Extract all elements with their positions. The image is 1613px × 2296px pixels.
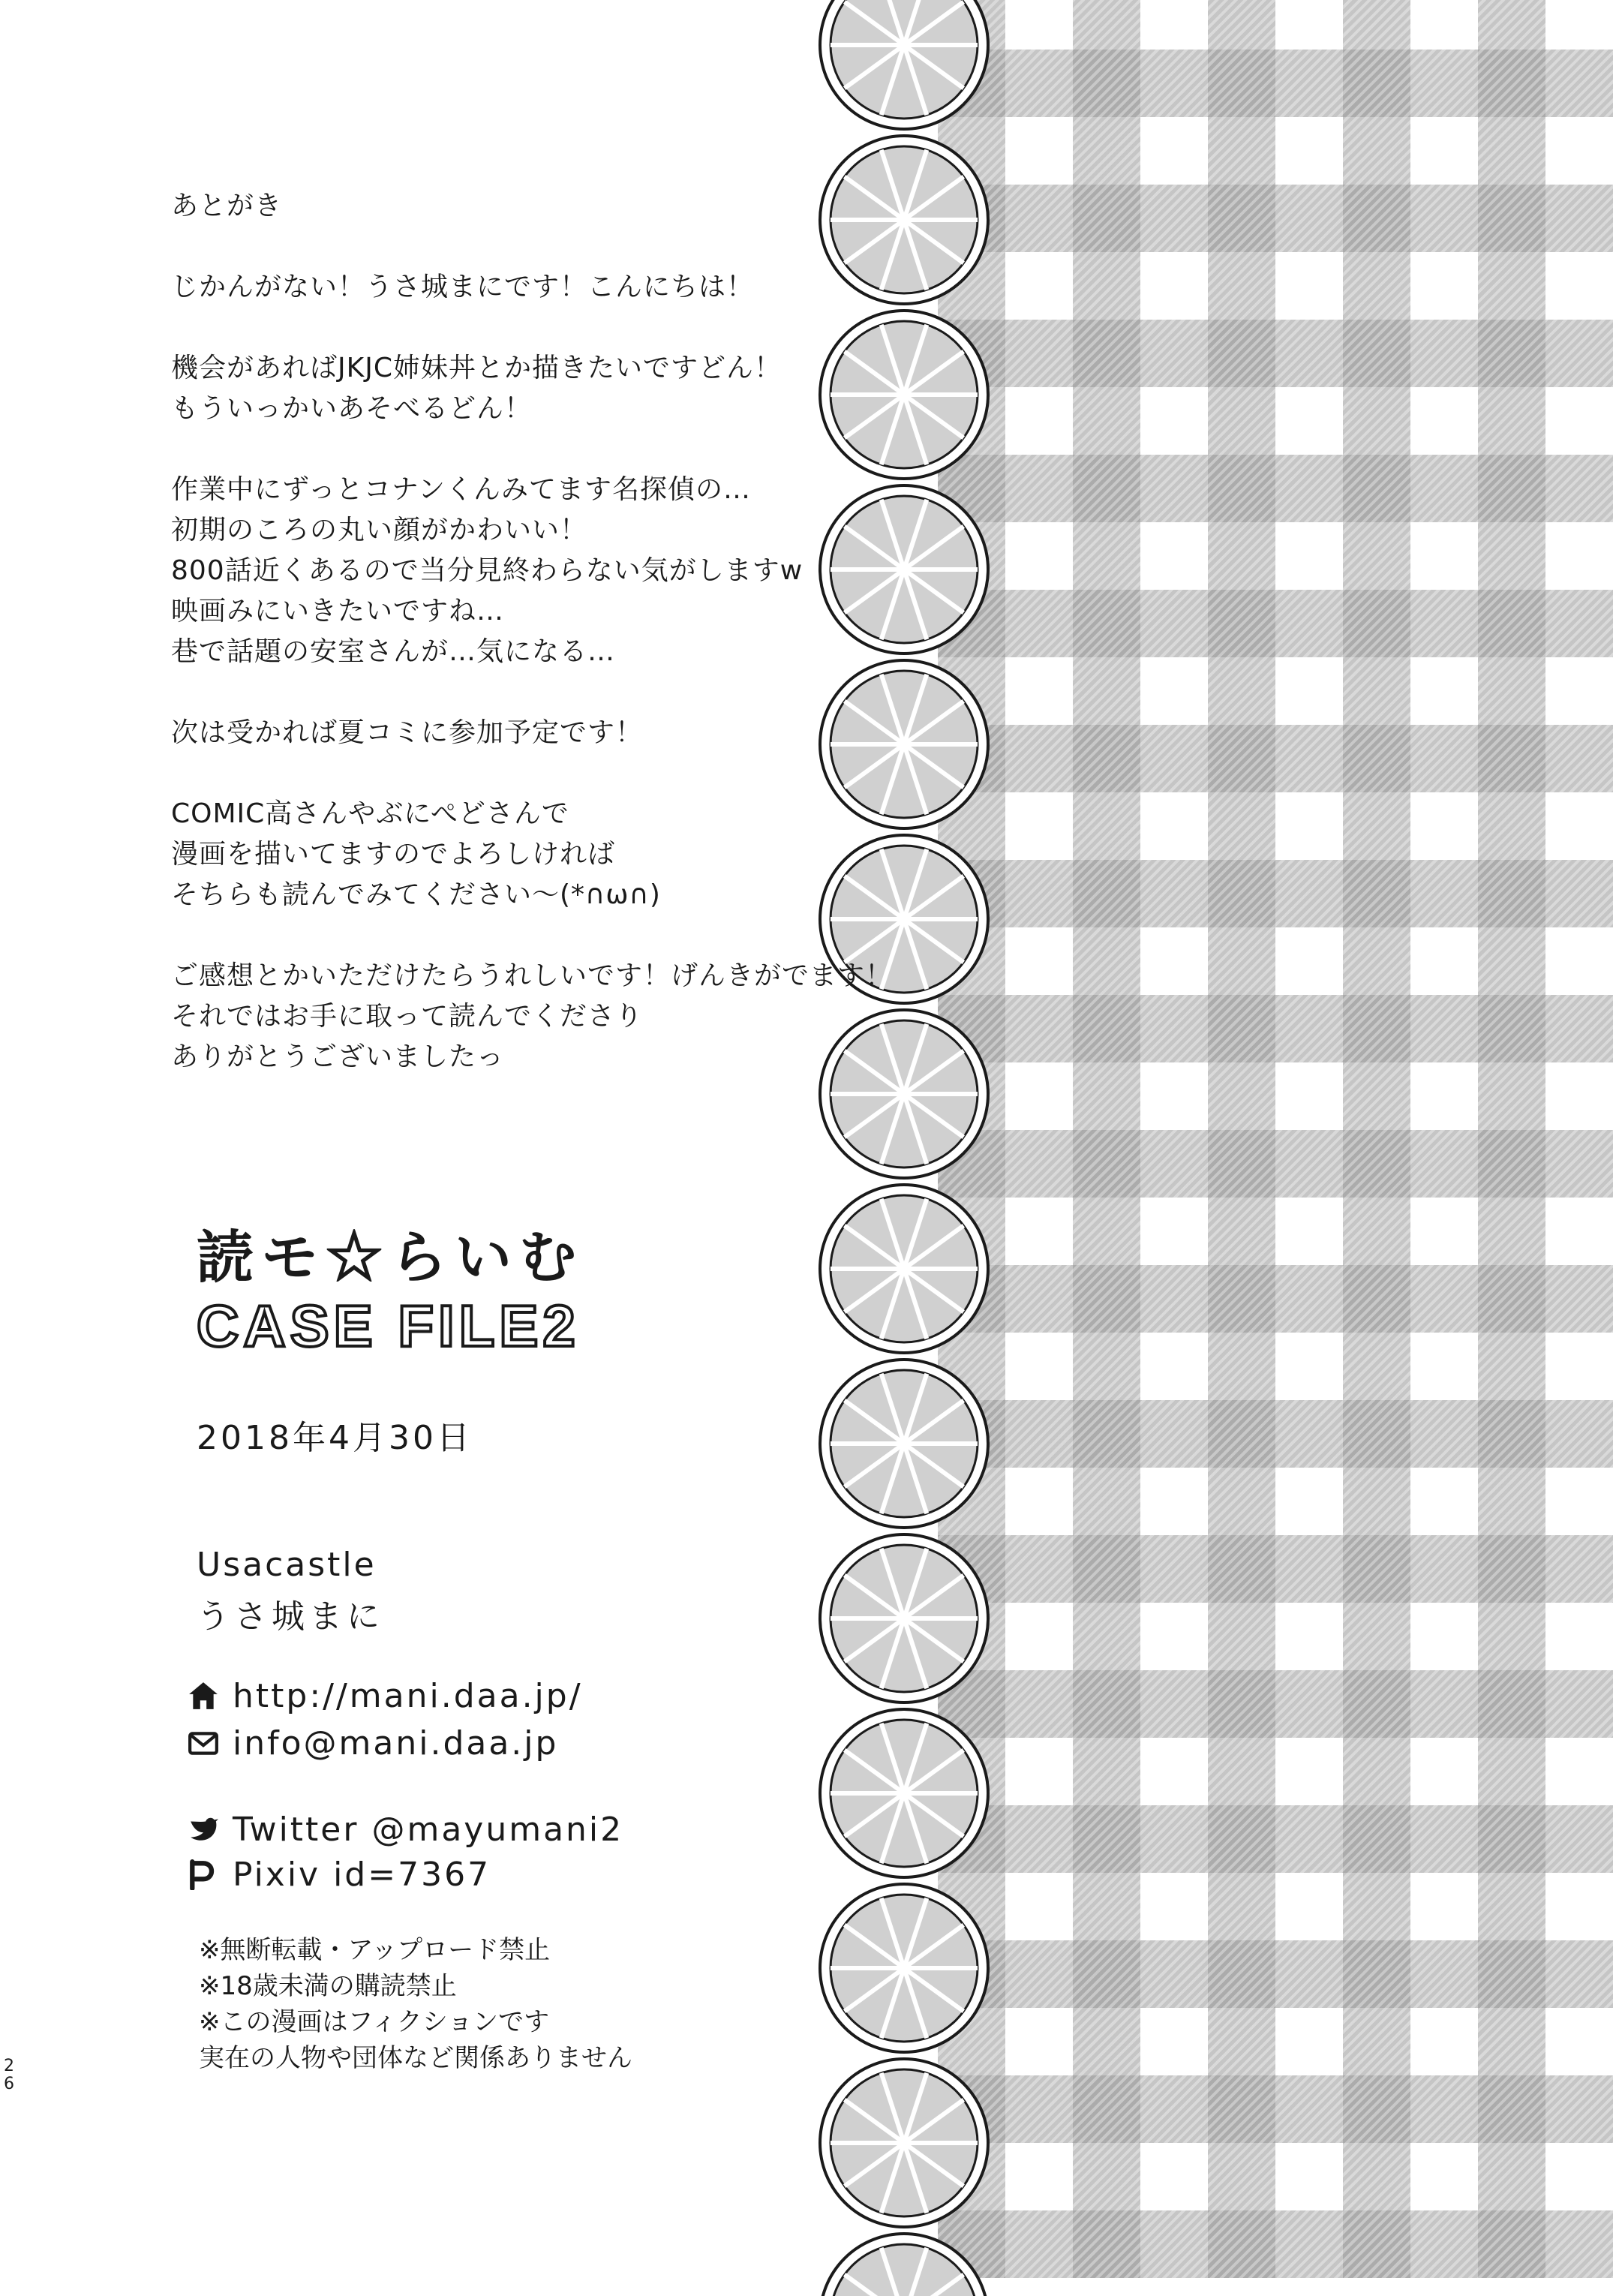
- lemon-slice: [820, 0, 988, 129]
- twitter-handle[interactable]: Twitter @mayumani2: [233, 1810, 624, 1849]
- afterword-line: 作業中にずっとコナンくんみてます名探偵の…: [171, 474, 752, 505]
- lemon-slice: [820, 1884, 988, 2052]
- lemon-slice: [820, 2059, 988, 2227]
- envelope-icon: [188, 1727, 219, 1759]
- afterword-line: そちらも読んでみてください～(*∩ω∩): [171, 879, 661, 910]
- gingham-hatching: [938, 0, 1613, 2278]
- paragraph-gap: [171, 915, 921, 956]
- book-title-english: CASE FILE2: [197, 1293, 580, 1359]
- notice-line: ※この漫画はフィクションです: [199, 2007, 550, 2037]
- afterword-line: 機会があればJKJC姉妹丼とか描きたいですどん！: [171, 353, 782, 383]
- publication-date: 2018年4月30日: [197, 1419, 473, 1457]
- afterword-line: COMIC高さんやぶにぺどさんで: [171, 798, 569, 829]
- afterword-line: 800話近くあるので当分見終わらない気がしますw: [171, 555, 803, 586]
- page-number-digit: 2: [4, 2057, 14, 2075]
- website-link[interactable]: http://mani.daa.jp/: [233, 1676, 583, 1715]
- afterword-line: ご感想とかいただけたらうれしいです！げんきがでます！: [171, 960, 894, 991]
- afterword-line: ありがとうございましたっ: [171, 1041, 505, 1072]
- page-number-digit: 6: [4, 2075, 14, 2093]
- pixiv-p-icon: [188, 1859, 219, 1890]
- lemon-slice: [820, 1709, 988, 1877]
- paragraph-gap: [171, 753, 921, 794]
- lemon-slice: [820, 2234, 988, 2296]
- afterword-line: それではお手に取って読んでくださり: [171, 1001, 644, 1032]
- email-link[interactable]: info@mani.daa.jp: [233, 1724, 559, 1763]
- paragraph-gap: [171, 227, 921, 267]
- notice-line: ※無断転載・アップロード禁止: [199, 1935, 551, 1965]
- afterword-line: 巷で話題の安室さんが…気になる…: [171, 636, 616, 667]
- paragraph-gap: [171, 308, 921, 348]
- circle-name: Usacastle: [197, 1546, 377, 1584]
- afterword-line: 初期のころの丸い顔がかわいい！: [171, 515, 588, 545]
- afterword-line: じかんがない！うさ城まにです！こんにちは！: [171, 272, 755, 302]
- author-name: うさ城まに: [197, 1597, 384, 1636]
- website-row: [188, 1675, 583, 1717]
- afterword-line: 漫画を描いてますのでよろしければ: [171, 839, 616, 870]
- twitter-row: [188, 1808, 623, 1850]
- bird-icon: [188, 1814, 219, 1845]
- page-number: [2, 2057, 17, 2093]
- afterword-text: [171, 186, 921, 1077]
- lemon-slice: [820, 1360, 988, 1528]
- legal-notices: [199, 1932, 632, 2076]
- lemon-slice: [820, 1185, 988, 1353]
- paragraph-gap: [171, 672, 921, 713]
- afterword-line: 映画みにいきたいですね…: [171, 596, 505, 627]
- lemon-slice: [820, 1534, 988, 1702]
- email-row: [188, 1722, 558, 1764]
- afterword-line: もういっかいあそべるどん！: [171, 393, 533, 424]
- pixiv-row: [188, 1853, 491, 1895]
- afterword-line: 次は受かれば夏コミに参加予定です！: [171, 717, 644, 748]
- notice-line: ※18歳未満の購読禁止: [199, 1971, 457, 2001]
- afterword-heading: あとがき: [171, 191, 283, 221]
- house-icon: [188, 1680, 219, 1711]
- notice-line: 実在の人物や団体など関係ありません: [199, 2043, 632, 2073]
- pixiv-id[interactable]: Pixiv id=7367: [233, 1855, 491, 1894]
- paragraph-gap: [171, 429, 921, 470]
- book-title-japanese: 読モ☆らいむ: [197, 1224, 584, 1291]
